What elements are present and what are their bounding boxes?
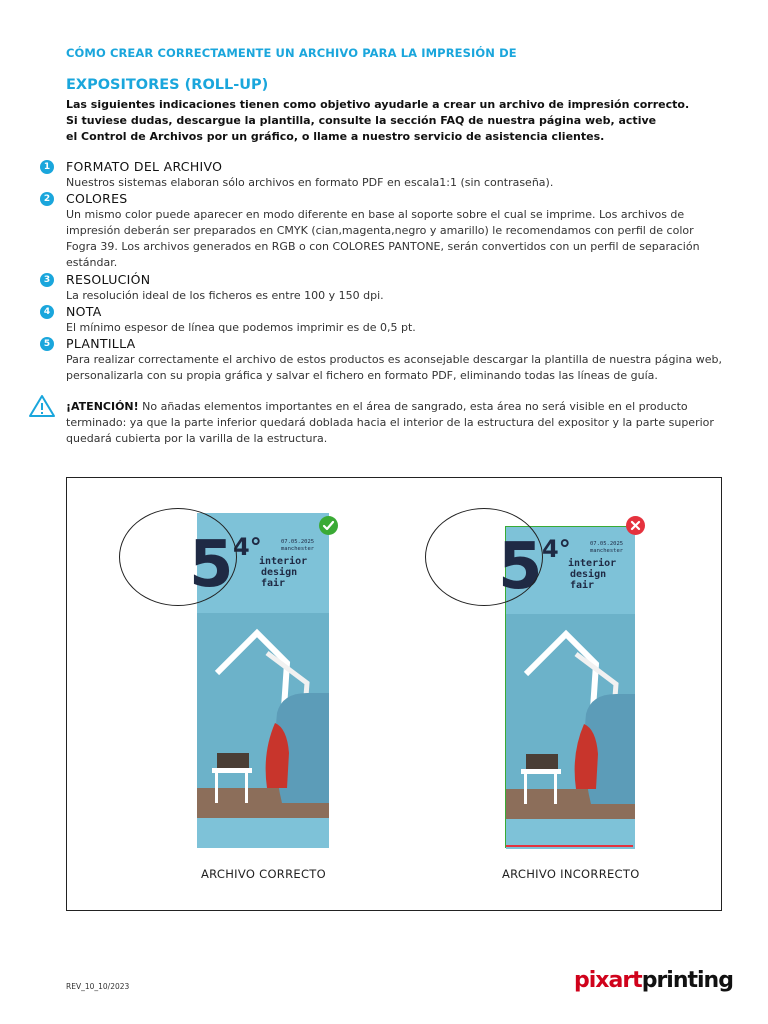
intro-text (66, 97, 706, 145)
intro-line: el Control de Archivos por un gráfico, o llame a nuestro servicio de asistencia clientes. (66, 130, 605, 143)
section-template (40, 336, 730, 384)
section-colors (40, 191, 730, 271)
section-title: RESOLUCIÓN (66, 272, 151, 287)
brand-logo (574, 968, 733, 993)
warning-text (66, 399, 728, 447)
section-body: Nuestros sistemas elaboran sólo archivos en formato PDF en escala1:1 (sin contraseña). (66, 176, 554, 189)
banner-big-number: 5 (189, 528, 234, 602)
warning-icon (28, 394, 56, 422)
banner-date: 07.05.2025 (281, 539, 315, 545)
banner-city: manchester (281, 546, 315, 552)
section-title: PLANTILLA (66, 336, 136, 351)
banner-event-name (568, 558, 616, 591)
document-kicker: CÓMO CREAR CORRECTAMENTE UN ARCHIVO PARA LA IMPRESIÓN DE (66, 46, 517, 60)
caption-correct: ARCHIVO CORRECTO (201, 867, 326, 881)
section-resolution (40, 272, 730, 304)
warning-body: No añadas elementos importantes en el área de sangrado, esta área no será visible en el producto terminado: ya que la parte inferior quedará doblada hacia el interior de la estructura del expositor y la parte superior quedará cubierta por la varilla de la estructura. (66, 400, 714, 445)
zoom-circle (119, 508, 237, 606)
banner-date: 07.05.2025 (590, 541, 624, 547)
bleed-line (506, 845, 633, 847)
section-body: Para realizar correctamente el archivo de estos productos es aconsejable descargar la plantilla de nuestra página web, personalizarla con su propia gráfica y salvar el fichero en formato PDF, eliminando todas las líneas de guía. (66, 353, 722, 382)
banner-line: interior (568, 558, 617, 569)
banner-line: fair (261, 578, 286, 589)
section-title: NOTA (66, 304, 102, 319)
intro-line: Si tuviese dudas, descargue la plantilla, consulte la sección FAQ de nuestra página web, active (66, 114, 657, 127)
warning-label: ¡ATENCIÓN! (66, 400, 139, 413)
section-title: FORMATO DEL ARCHIVO (66, 159, 223, 174)
logo-part: pixart (574, 968, 642, 993)
check-icon (319, 516, 338, 535)
banner-big-number: 5 (498, 530, 543, 604)
document-title: EXPOSITORES (ROLL-UP) (66, 77, 269, 93)
intro-line: Las siguientes indicaciones tienen como objetivo ayudarle a crear un archivo de impresión correcto. (66, 98, 690, 111)
banner-line: design (570, 569, 607, 580)
examples-frame (66, 477, 722, 911)
section-body: La resolución ideal de los ficheros es entre 100 y 150 dpi. (66, 289, 384, 302)
section-body: El mínimo espesor de línea que podemos imprimir es de 0,5 pt. (66, 321, 416, 334)
revision-label: REV_10_10/2023 (66, 982, 130, 991)
banner-superscript: 4° (542, 535, 571, 563)
section-note (40, 304, 730, 336)
cross-icon (626, 516, 645, 535)
step-number-badge: 4 (40, 305, 54, 319)
caption-incorrect: ARCHIVO INCORRECTO (502, 867, 640, 881)
step-number-badge: 2 (40, 192, 54, 206)
section-format (40, 159, 730, 191)
banner-event-name (259, 556, 307, 589)
section-body: Un mismo color puede aparecer en modo diferente en base al soporte sobre el cual se imprime. Los archivos de impresión deberán ser preparados en CMYK (cian,magenta,negro y amarillo) le recomendamos con perfil de color Fogra 39. Los archivos generados en RGB o con COLORES PANTONE, serán convertidos con un perfil de separación estándar. (66, 208, 700, 269)
section-title: COLORES (66, 191, 128, 206)
banner-line: design (261, 567, 298, 578)
banner-city: manchester (590, 548, 624, 554)
step-number-badge: 3 (40, 273, 54, 287)
step-number-badge: 5 (40, 337, 54, 351)
banner-superscript: 4° (233, 533, 262, 561)
zoom-circle (425, 508, 543, 606)
step-number-badge: 1 (40, 160, 54, 174)
banner-line: fair (570, 580, 595, 591)
banner-line: interior (259, 556, 308, 567)
logo-part: printing (641, 968, 733, 993)
